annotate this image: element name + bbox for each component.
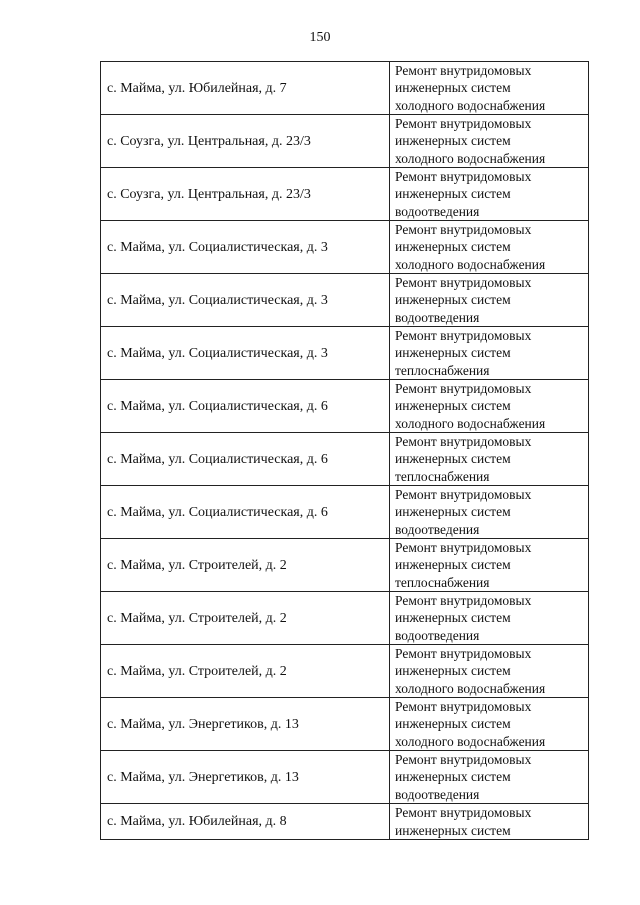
table-row [101,327,589,380]
work-type-cell [390,486,589,539]
work-type-line: водоотведения [395,786,480,802]
address-cell: с. Майма, ул. Социалистическая, д. 6 [101,486,390,539]
work-type-line: инженерных систем [395,504,511,520]
work-type-line: инженерных систем [395,398,511,414]
work-type-cell [390,698,589,751]
table-row [101,221,589,274]
table-row [101,433,589,486]
work-type-line: водоотведения [395,627,480,643]
address-cell: с. Майма, ул. Социалистическая, д. 6 [101,380,390,433]
address-cell: с. Соузга, ул. Центральная, д. 23/3 [101,115,390,168]
work-type-cell [390,115,589,168]
work-type-line: инженерных систем [395,716,511,732]
work-type-line: Ремонт внутридомовых [395,752,532,768]
table-row [101,751,589,804]
address-cell: с. Майма, ул. Строителей, д. 2 [101,592,390,645]
work-type-cell [390,221,589,274]
work-type-cell [390,274,589,327]
address-cell: с. Майма, ул. Строителей, д. 2 [101,645,390,698]
address-cell: с. Майма, ул. Энергетиков, д. 13 [101,698,390,751]
page-number: 150 [309,30,331,45]
work-type-line: Ремонт внутридомовых [395,275,532,291]
address-cell: с. Соузга, ул. Центральная, д. 23/3 [101,168,390,221]
work-type-line: теплоснабжения [395,468,490,484]
work-type-line: Ремонт внутридомовых [395,646,532,662]
work-type-line: Ремонт внутридомовых [395,169,532,185]
work-type-line: инженерных систем [395,345,511,361]
address-cell: с. Майма, ул. Строителей, д. 2 [101,539,390,592]
work-type-line: Ремонт внутридомовых [395,328,532,344]
work-type-line: холодного водоснабжения [395,680,546,696]
work-type-line: инженерных систем [395,610,511,626]
work-type-line: Ремонт внутридомовых [395,63,532,79]
work-type-line: водоотведения [395,203,480,219]
address-cell: с. Майма, ул. Юбилейная, д. 7 [101,62,390,115]
work-type-line: Ремонт внутридомовых [395,116,532,132]
work-type-cell [390,62,589,115]
table-row [101,168,589,221]
address-cell: с. Майма, ул. Социалистическая, д. 3 [101,221,390,274]
work-type-cell [390,592,589,645]
work-type-line: инженерных систем [395,80,511,96]
work-type-line: холодного водоснабжения [395,150,546,166]
work-type-line: инженерных систем [395,186,511,202]
work-type-line: теплоснабжения [395,574,490,590]
address-cell: с. Майма, ул. Социалистическая, д. 3 [101,274,390,327]
work-type-line: Ремонт внутридомовых [395,540,532,556]
work-type-line: Ремонт внутридомовых [395,593,532,609]
work-type-line: инженерных систем [395,822,511,838]
work-type-line: Ремонт внутридомовых [395,434,532,450]
table-row [101,645,589,698]
table-row [101,274,589,327]
work-type-line: холодного водоснабжения [395,97,546,113]
work-type-cell [390,804,589,840]
work-type-line: инженерных систем [395,239,511,255]
works-table [100,61,589,840]
work-type-cell [390,645,589,698]
work-type-line: холодного водоснабжения [395,415,546,431]
work-type-line: инженерных систем [395,451,511,467]
work-type-line: холодного водоснабжения [395,733,546,749]
table-row [101,486,589,539]
work-type-cell [390,751,589,804]
work-type-cell [390,327,589,380]
work-type-line: инженерных систем [395,557,511,573]
works-table-body [101,62,589,840]
table-row [101,380,589,433]
work-type-cell [390,380,589,433]
work-type-line: Ремонт внутридомовых [395,487,532,503]
work-type-line: Ремонт внутридомовых [395,805,532,821]
address-cell: с. Майма, ул. Юбилейная, д. 8 [101,804,390,840]
work-type-line: инженерных систем [395,663,511,679]
work-type-line: водоотведения [395,521,480,537]
table-row [101,115,589,168]
work-type-cell [390,168,589,221]
work-type-line: Ремонт внутридомовых [395,222,532,238]
address-cell: с. Майма, ул. Социалистическая, д. 3 [101,327,390,380]
address-cell: с. Майма, ул. Энергетиков, д. 13 [101,751,390,804]
work-type-line: холодного водоснабжения [395,256,546,272]
address-cell: с. Майма, ул. Социалистическая, д. 6 [101,433,390,486]
work-type-line: инженерных систем [395,133,511,149]
work-type-line: водоотведения [395,309,480,325]
work-type-line: Ремонт внутридомовых [395,699,532,715]
table-row [101,804,589,840]
table-row [101,698,589,751]
work-type-cell [390,433,589,486]
work-type-line: Ремонт внутридомовых [395,381,532,397]
table-row [101,62,589,115]
work-type-line: инженерных систем [395,292,511,308]
table-row [101,539,589,592]
work-type-cell [390,539,589,592]
table-row [101,592,589,645]
work-type-line: теплоснабжения [395,362,490,378]
work-type-line: инженерных систем [395,769,511,785]
